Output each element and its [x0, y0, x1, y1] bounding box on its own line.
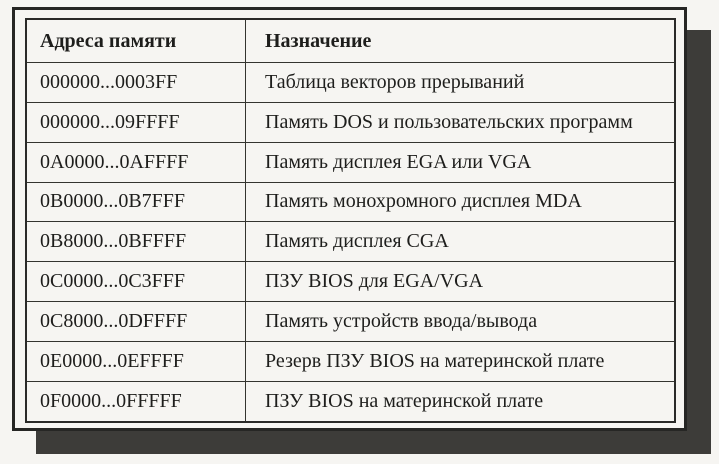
address-cell: 0C8000...0DFFFF [26, 302, 246, 342]
header-address: Адреса памяти [26, 19, 246, 63]
purpose-cell: Таблица векторов прерываний [246, 63, 676, 103]
header-row [26, 19, 675, 63]
table-row [26, 182, 675, 222]
table-row [26, 381, 675, 422]
address-cell: 0F0000...0FFFFF [26, 381, 246, 422]
address-cell: 0B0000...0B7FFF [26, 182, 246, 222]
table-row [26, 262, 675, 302]
address-cell: 000000...0003FF [26, 63, 246, 103]
table-row [26, 302, 675, 342]
address-cell: 0A0000...0AFFFF [26, 142, 246, 182]
table-row [26, 341, 675, 381]
purpose-cell: Память монохромного дисплея MDA [246, 182, 676, 222]
table-frame [12, 7, 687, 431]
table-row [26, 63, 675, 103]
purpose-cell: Память дисплея EGA или VGA [246, 142, 676, 182]
table-row [26, 222, 675, 262]
purpose-cell: Память устройств ввода/вывода [246, 302, 676, 342]
purpose-cell: ПЗУ BIOS на материнской плате [246, 381, 676, 422]
header-purpose: Назначение [246, 19, 676, 63]
address-cell: 000000...09FFFF [26, 102, 246, 142]
address-cell: 0C0000...0C3FFF [26, 262, 246, 302]
purpose-cell: ПЗУ BIOS для EGA/VGA [246, 262, 676, 302]
purpose-cell: Память дисплея CGA [246, 222, 676, 262]
address-cell: 0B8000...0BFFFF [26, 222, 246, 262]
purpose-cell: Резерв ПЗУ BIOS на материнской плате [246, 341, 676, 381]
table-row [26, 102, 675, 142]
purpose-cell: Память DOS и пользовательских программ [246, 102, 676, 142]
address-cell: 0E0000...0EFFFF [26, 341, 246, 381]
memory-map-table [25, 18, 676, 423]
table-row [26, 142, 675, 182]
